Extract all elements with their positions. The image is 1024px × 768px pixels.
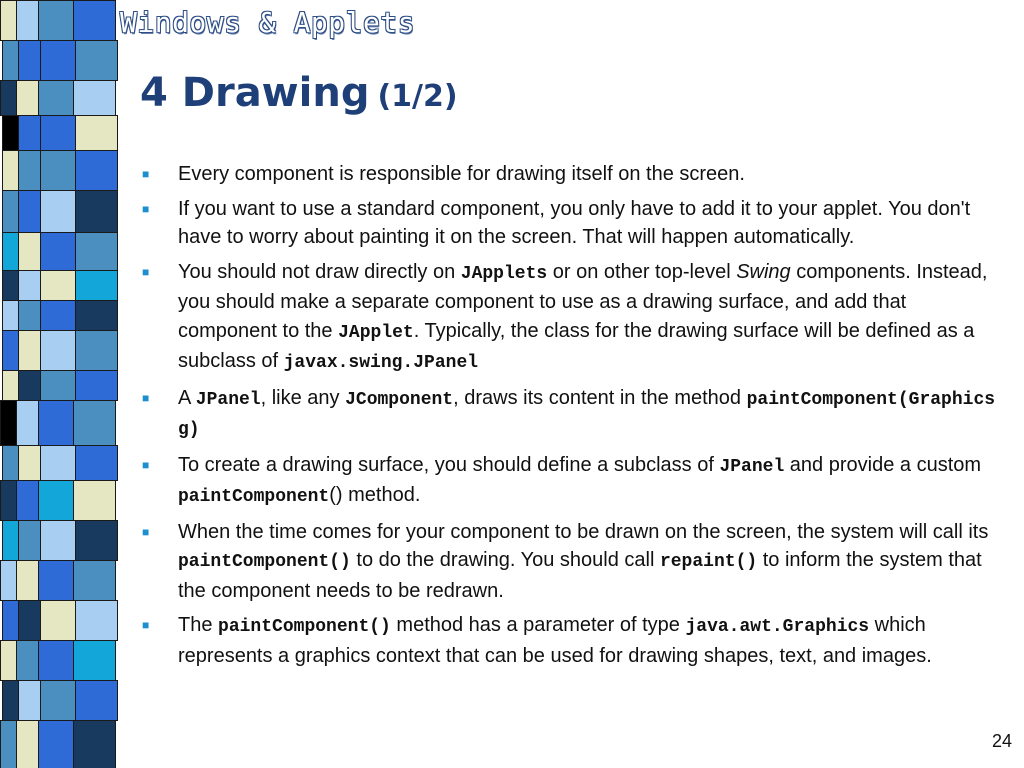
page-number: 24 [991, 731, 1012, 751]
decorative-stripe-block [75, 190, 118, 233]
decorative-stripe-block [73, 720, 116, 768]
decorative-stripe-block [75, 150, 118, 191]
decorative-stripe-block [75, 40, 118, 81]
decorative-stripe-block [75, 600, 118, 641]
square-bullet-icon: ■ [142, 390, 150, 405]
title-main: 4 Drawing [140, 70, 370, 116]
decorative-stripe-block [73, 560, 116, 601]
bullet-text: and provide a custom [784, 453, 982, 476]
decorative-stripe-block [75, 520, 118, 561]
bullet-text: () method. [329, 484, 421, 506]
bullet-text: method has a parameter of type [390, 614, 686, 636]
bullet-text: to do the drawing. You should call [350, 549, 660, 571]
decorative-stripe-block [75, 680, 118, 721]
code-inline: paintComponent() [218, 617, 391, 637]
bullet-text: You should not draw directly on [178, 260, 461, 283]
decorative-stripe-block [75, 115, 118, 151]
bullet-text: to inform the system that the component needs to be redrawn. [178, 549, 982, 602]
slide-title [140, 70, 458, 116]
bullet-text: To create a drawing surface, you should define a subclass of [178, 453, 720, 476]
title-part-indicator: (1/2) [377, 79, 458, 114]
bullet-item [138, 518, 1000, 606]
code-inline: paintComponent() [178, 552, 351, 572]
bullet-text: or on other top-level [547, 260, 737, 283]
bullet-item [138, 258, 1000, 378]
emphasis-text: Swing [736, 260, 791, 283]
square-bullet-icon: ■ [142, 264, 150, 279]
decorative-stripe-block [73, 400, 116, 446]
code-inline: JPanel [719, 456, 785, 477]
code-inline: JPanel [195, 389, 261, 410]
bullet-text: A [178, 386, 196, 409]
square-bullet-icon: ■ [142, 201, 150, 216]
decorative-stripe-block [75, 270, 118, 301]
square-bullet-icon: ■ [142, 618, 150, 632]
bullet-list [138, 160, 1000, 676]
decorative-stripe-column [0, 0, 118, 768]
code-inline: repaint() [659, 552, 758, 572]
decorative-stripe-block [75, 300, 118, 331]
code-inline: java.awt.Graphics [685, 617, 870, 637]
code-inline: JComponent [345, 389, 454, 410]
bullet-item [138, 451, 1000, 512]
square-bullet-icon: ■ [142, 167, 150, 181]
decorative-stripe-block [73, 480, 116, 521]
bullet-text: When the time comes for your component to be drawn on the screen, the system will call its [178, 520, 989, 543]
decorative-stripe-block [75, 370, 118, 401]
bullet-text: components. Instead, you should make a separate component to use as a drawing surface, and add that component to the [178, 260, 988, 342]
decorative-stripe-block [75, 232, 118, 271]
bullet-text: The [178, 614, 219, 636]
bullet-text: , draws its content in the method [453, 386, 747, 409]
bullet-text: which represents a graphics context that can be used for drawing shapes, text, and images. [178, 614, 932, 667]
bullet-text: , like any [260, 386, 346, 409]
code-inline: JApplets [460, 263, 548, 284]
square-bullet-icon: ■ [142, 524, 150, 539]
code-inline: javax.swing.JPanel [283, 353, 479, 373]
bullet-item [138, 384, 1000, 445]
bullet-text: If you want to use a standard component, you only have to add it to your applet. You don't have to worry about painting it on the screen. That will happen automatically. [178, 197, 971, 248]
code-inline: JApplet [338, 322, 414, 343]
bullet-item [138, 611, 1000, 670]
bullet-item [138, 160, 1000, 189]
decorative-stripe-block [73, 0, 116, 41]
slide-header: Windows & Applets [120, 6, 416, 39]
decorative-stripe-block [75, 445, 118, 481]
bullet-text: Every component is responsible for drawing itself on the screen. [178, 163, 745, 185]
decorative-stripe-block [73, 640, 116, 681]
code-inline: paintComponent(Graphics g) [178, 389, 996, 440]
bullet-text: . Typically, the class for the drawing surface will be defined as a subclass of [178, 319, 975, 372]
square-bullet-icon: ■ [142, 457, 150, 472]
code-inline: paintComponent [178, 487, 330, 507]
decorative-stripe-block [73, 80, 116, 116]
decorative-stripe-block [75, 330, 118, 371]
bullet-item [138, 195, 1000, 252]
